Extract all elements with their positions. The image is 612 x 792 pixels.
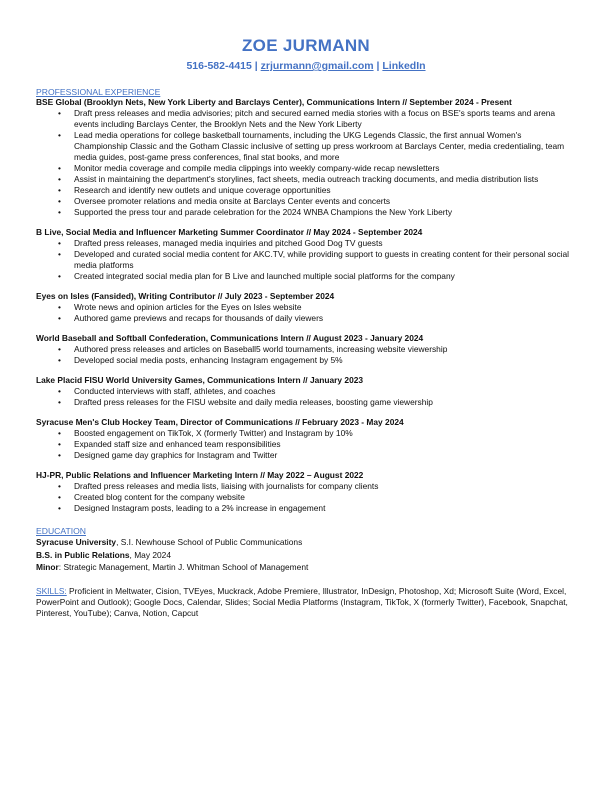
list-item	[36, 130, 576, 163]
resume-page	[36, 36, 576, 619]
list-item	[36, 492, 576, 503]
bullet-text: Monitor media coverage and compile media clippings into weekly company-wide recap newsletters	[74, 163, 440, 173]
bullet-icon: •	[58, 174, 61, 184]
degree-date: , May 2024	[129, 549, 171, 560]
education-degree	[36, 549, 576, 562]
job-bullets	[36, 238, 576, 282]
bullet-text: Lead media operations for college basketball tournaments, including the UKG Legends Classic, the first annual Women's Championship Classic and the Gotham Classic inclusive of setting up press workroom at Barclays Center, media credentialing, team media guides, post-game press conferences, final stat books, and more	[74, 130, 565, 162]
contact-line	[36, 60, 576, 73]
job-title: Syracuse Men's Club Hockey Team, Director of Communications // February 2023 - May 2024	[36, 417, 404, 427]
list-item	[36, 163, 576, 174]
list-item	[36, 302, 576, 313]
bullet-icon: •	[58, 481, 61, 491]
experience-list	[36, 97, 576, 514]
bullet-text: Designed game day graphics for Instagram and Twitter	[74, 450, 278, 460]
skills-label: SKILLS:	[36, 585, 67, 596]
bullet-icon: •	[58, 313, 61, 323]
bullet-text: Developed social media posts, enhancing Instagram engagement by 5%	[74, 355, 343, 365]
degree-name: B.S. in Public Relations	[36, 549, 130, 560]
list-item	[36, 439, 576, 450]
bullet-icon: •	[58, 355, 61, 365]
list-item	[36, 174, 576, 185]
bullet-icon: •	[58, 130, 61, 140]
job-title: BSE Global (Brooklyn Nets, New York Liberty and Barclays Center), Communications Intern // September 2024 - Present	[36, 97, 512, 107]
contact-separator: |	[376, 60, 380, 72]
list-item	[36, 108, 576, 130]
phone-number: 516-582-4415	[186, 60, 252, 72]
bullet-icon: •	[58, 163, 61, 173]
bullet-icon: •	[58, 344, 61, 354]
email-link[interactable]: zrjurmann@gmail.com	[260, 60, 374, 72]
bullet-icon: •	[58, 302, 61, 312]
candidate-name: ZOE JURMANN	[242, 36, 370, 55]
education-school	[36, 536, 576, 549]
list-item	[36, 238, 576, 249]
education-minor	[36, 561, 576, 574]
list-item	[36, 313, 576, 324]
bullet-icon: •	[58, 450, 61, 460]
bullet-icon: •	[58, 439, 61, 449]
bullet-text: Supported the press tour and parade celebration for the 2024 WNBA Champions the New York Liberty	[74, 207, 453, 217]
list-item	[36, 397, 576, 408]
experience-entry	[36, 470, 576, 514]
bullet-text: Drafted press releases, managed media inquiries and pitched Good Dog TV guests	[74, 238, 383, 248]
bullet-text: Boosted engagement on TikTok, X (formerly Twitter) and Instagram by 10%	[74, 428, 353, 438]
bullet-text: Research and identify new outlets and unique coverage opportunities	[74, 185, 331, 195]
bullet-text: Draft press releases and media advisories; pitch and secured earned media stories with a focus on BSE's sports teams and arena events including Barclays Center, the Brooklyn Nets and the New York Liberty	[74, 108, 556, 129]
list-item	[36, 271, 576, 282]
job-title: Lake Placid FISU World University Games, Communications Intern // January 2023	[36, 375, 364, 385]
bullet-icon: •	[58, 196, 61, 206]
skills-section	[36, 586, 576, 620]
job-bullets	[36, 481, 576, 514]
bullet-icon: •	[58, 185, 61, 195]
job-bullets	[36, 108, 576, 218]
education-heading: EDUCATION	[36, 526, 86, 536]
job-bullets	[36, 386, 576, 408]
bullet-text: Expanded staff size and enhanced team responsibilities	[74, 439, 281, 449]
job-title: B Live, Social Media and Influencer Marketing Summer Coordinator // May 2024 - September 2024	[36, 227, 423, 237]
job-bullets	[36, 344, 576, 366]
bullet-text: Authored game previews and recaps for thousands of daily viewers	[74, 313, 324, 323]
experience-heading: PROFESSIONAL EXPERIENCE	[36, 87, 161, 97]
bullet-text: Developed and curated social media content for AKC.TV, while providing support to guests in creating content for their personal social media platforms	[74, 249, 570, 270]
list-item	[36, 207, 576, 218]
list-item	[36, 386, 576, 397]
list-item	[36, 185, 576, 196]
experience-entry	[36, 375, 576, 408]
list-item	[36, 450, 576, 461]
list-item	[36, 428, 576, 439]
job-title: World Baseball and Softball Confederation, Communications Intern // August 2023 - January 2024	[36, 333, 424, 343]
bullet-text: Designed Instagram posts, leading to a 2% increase in engagement	[74, 503, 326, 513]
bullet-text: Conducted interviews with staff, athletes, and coaches	[74, 386, 276, 396]
experience-entry	[36, 333, 576, 366]
bullet-text: Assist in maintaining the department's storylines, fact sheets, media outreach tracking documents, and media distribution lists	[74, 174, 539, 184]
bullet-text: Authored press releases and articles on Baseball5 world tournaments, increasing website viewership	[74, 344, 448, 354]
job-title: HJ-PR, Public Relations and Influencer Marketing Intern // May 2022 – August 2022	[36, 470, 364, 480]
linkedin-link[interactable]: LinkedIn	[382, 60, 426, 72]
list-item	[36, 344, 576, 355]
list-item	[36, 196, 576, 207]
skills-text: Proficient in Meltwater, Cision, TVEyes, Muckrack, Adobe Premiere, Illustrator, InDesign, Photoshop, Xd; Microsoft Suite (Word, Excel, PowerPoint and Outlook); Google Docs, Calendar, Slides; Social Media Platforms (Instagram, TikTok, X (formerly Twitter), Facebook, Snapchat, Pinterest, YouTube); Canva, Notion, Capcut	[36, 585, 568, 618]
bullet-text: Oversee promoter relations and media onsite at Barclays Center events and concerts	[74, 196, 391, 206]
list-item	[36, 481, 576, 492]
bullet-icon: •	[58, 428, 61, 438]
bullet-icon: •	[58, 108, 61, 118]
minor-label: Minor	[36, 562, 59, 572]
bullet-icon: •	[58, 238, 61, 248]
contact-separator: |	[254, 60, 258, 72]
bullet-text: Wrote news and opinion articles for the Eyes on Isles website	[74, 302, 302, 312]
school-detail: , S.I. Newhouse School of Public Communications	[116, 537, 303, 547]
school-name: Syracuse University	[36, 537, 117, 547]
job-title: Eyes on Isles (Fansided), Writing Contributor // July 2023 - September 2024	[36, 291, 335, 301]
bullet-text: Drafted press releases for the FISU website and daily media releases, boosting game viewership	[74, 397, 433, 407]
job-bullets	[36, 428, 576, 461]
minor-detail: : Strategic Management, Martin J. Whitman School of Management	[58, 562, 309, 572]
bullet-icon: •	[58, 492, 61, 502]
bullet-icon: •	[58, 271, 61, 281]
job-bullets	[36, 302, 576, 324]
bullet-icon: •	[58, 397, 61, 407]
experience-entry	[36, 291, 576, 324]
bullet-icon: •	[58, 386, 61, 396]
bullet-icon: •	[58, 207, 61, 217]
bullet-text: Created integrated social media plan for B Live and launched multiple social platforms for the company	[74, 271, 455, 281]
bullet-icon: •	[58, 249, 61, 259]
experience-entry	[36, 417, 576, 461]
bullet-icon: •	[58, 503, 61, 513]
experience-entry	[36, 97, 576, 218]
list-item	[36, 503, 576, 514]
experience-entry	[36, 227, 576, 282]
bullet-text: Drafted press releases and media lists, liaising with journalists for company clients	[74, 481, 379, 491]
list-item	[36, 249, 576, 271]
bullet-text: Created blog content for the company website	[74, 492, 245, 502]
list-item	[36, 355, 576, 366]
